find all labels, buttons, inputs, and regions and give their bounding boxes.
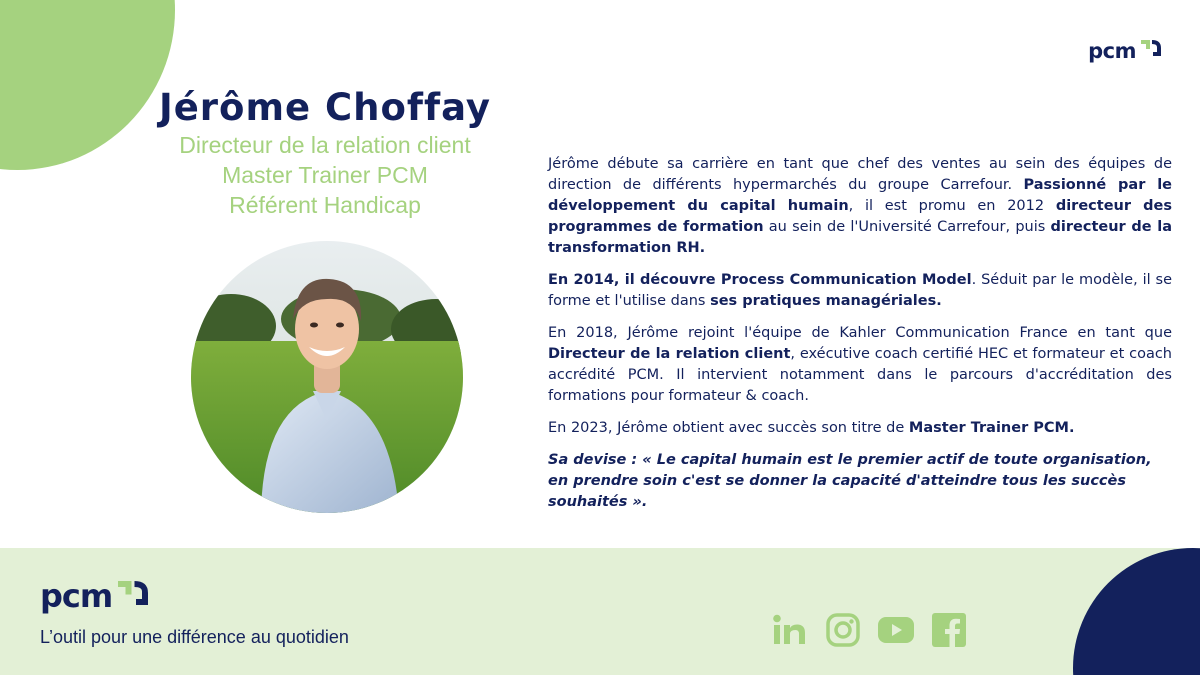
bio-text: au sein de l'Université Carrefour, puis: [763, 219, 1051, 235]
profile-photo: [191, 241, 463, 513]
decorative-circle-bottom-right: [1073, 548, 1200, 675]
bio-text: Jérôme débute sa carrière en tant que chef des ventes au sein des équipes de direction de différents hypermarchés du groupe Carrefour.: [548, 156, 1172, 193]
bio-paragraph: [548, 323, 1172, 407]
biography: [548, 154, 1172, 524]
youtube-icon[interactable]: [878, 612, 914, 648]
bio-paragraph: [548, 418, 1172, 439]
bio-paragraph: [548, 154, 1172, 259]
bio-highlight: directeur de la transformation RH.: [548, 219, 1173, 256]
tagline: L’outil pour une différence au quotidien: [40, 627, 349, 647]
bio-text: , il est promu en 2012: [848, 198, 1056, 214]
bio-highlight: Master Trainer PCM.: [908, 420, 1075, 436]
logo-mark-icon: [116, 578, 150, 612]
bio-highlight: ses pratiques managériales.: [710, 293, 942, 309]
role-line: Référent Handicap: [229, 192, 421, 218]
role-line: Master Trainer PCM: [222, 162, 428, 188]
person-name: Jérôme Choffay: [158, 86, 492, 129]
pcm-logo-footer[interactable]: [40, 577, 150, 615]
profile-header: [110, 86, 540, 220]
bio-text: , exécutive coach certifié HEC et formateur et coach accrédité PCM. Il intervient notamment dans le parcours d'accréditation des formations pour formateur & coach.: [548, 346, 1173, 404]
pcm-logo-header[interactable]: [1088, 38, 1162, 62]
role-line: Directeur de la relation client: [179, 132, 471, 158]
footer: [0, 548, 1200, 675]
instagram-icon[interactable]: [825, 612, 861, 648]
bio-paragraph: [548, 270, 1172, 312]
logo-wordmark: pcm: [40, 577, 113, 615]
facebook-icon[interactable]: [931, 612, 967, 648]
bio-text: . Séduit par le modèle, il se forme et l'utilise dans: [548, 272, 1172, 309]
logo-mark-icon: [1140, 38, 1162, 62]
bio-text: En 2023, Jérôme obtient avec succès son titre de: [548, 420, 909, 436]
bio-highlight: directeur des programmes de formation: [548, 198, 1172, 235]
bio-highlight: Passionné par le développement du capital humain: [548, 177, 1172, 214]
bio-highlight: Directeur de la relation client: [548, 346, 791, 362]
bio-highlight: En 2014, il découvre Process Communication Model: [548, 272, 972, 288]
logo-wordmark: pcm: [1088, 39, 1136, 63]
bio-text: En 2018, Jérôme rejoint l'équipe de Kahler Communication France en tant que: [548, 325, 1172, 341]
motto: Sa devise : « Le capital humain est le premier actif de toute organisation, en prendre soin c'est se donner la capacité d'atteindre tous les succès souhaités ».: [548, 452, 1152, 510]
social-links: [772, 612, 967, 648]
linkedin-icon[interactable]: [772, 612, 808, 648]
